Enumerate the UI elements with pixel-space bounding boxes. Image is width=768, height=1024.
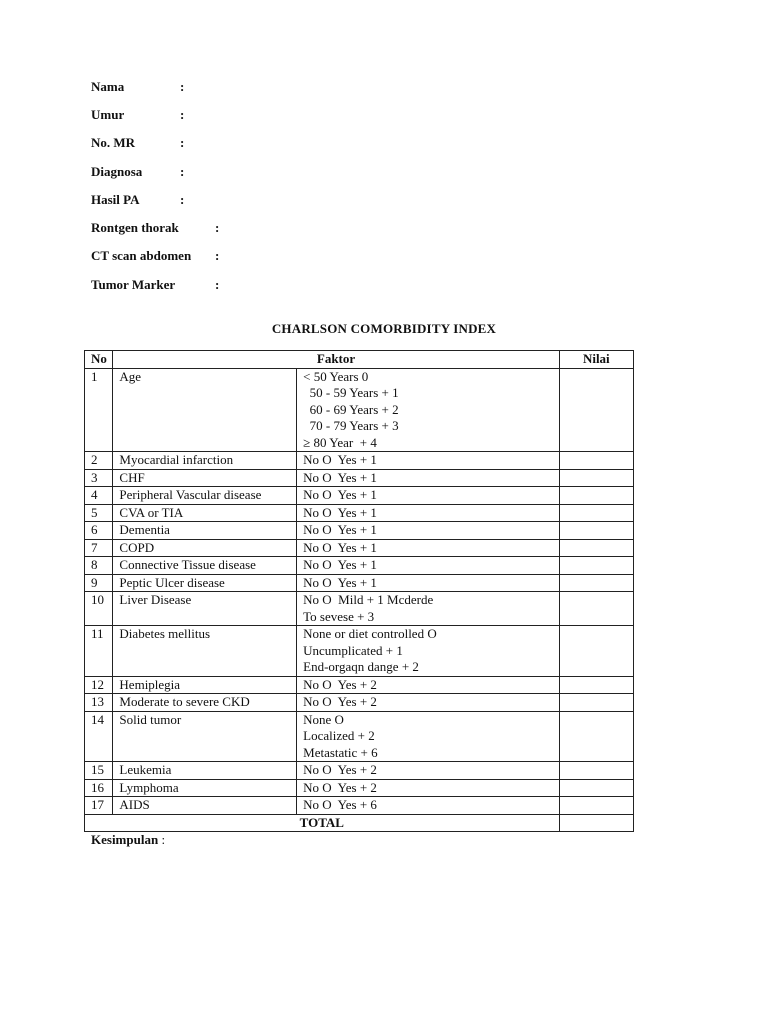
row-nilai-cell[interactable] [559, 762, 633, 780]
total-value-cell[interactable] [559, 814, 633, 832]
option-line: No O Yes + 1 [303, 522, 377, 537]
option-line: 50 - 59 Years + 1 [303, 385, 399, 400]
conclusion-colon: : [161, 832, 166, 847]
option-line: None O [303, 711, 344, 727]
option-line: End-orgaqn dange + 2 [303, 659, 419, 674]
field-no-mr-colon: : [180, 135, 185, 150]
row-nilai-cell[interactable] [559, 626, 633, 677]
row-factor: CVA or TIA [113, 504, 297, 522]
table-row [85, 797, 634, 815]
option-line: No O Yes + 1 [303, 487, 377, 502]
row-number: 17 [85, 797, 113, 815]
row-nilai-cell[interactable] [559, 574, 633, 592]
table-row [85, 504, 634, 522]
table-row [85, 557, 634, 575]
header-no: No [85, 351, 113, 369]
table-row [85, 779, 634, 797]
row-options [297, 711, 559, 762]
option-line: No O Yes + 1 [303, 504, 377, 520]
row-nilai-cell[interactable] [559, 504, 633, 522]
row-factor: Dementia [113, 522, 297, 540]
row-options [297, 694, 559, 712]
row-number: 11 [85, 626, 113, 677]
row-options [297, 574, 559, 592]
row-number: 2 [85, 452, 113, 470]
row-number: 9 [85, 574, 113, 592]
field-ct-scan-colon: : [215, 248, 220, 263]
option-line: No O Yes + 1 [303, 469, 377, 485]
field-nama-label: Nama [91, 79, 125, 94]
field-rontgen-thorak-label: Rontgen thorak [91, 220, 179, 235]
field-tumor-marker-label: Tumor Marker [91, 277, 176, 292]
field-nama-colon: : [180, 79, 185, 94]
option-line: No O Yes + 6 [303, 797, 377, 812]
field-umur-colon: : [180, 107, 185, 122]
option-line: Localized + 2 [303, 728, 375, 743]
option-line: 70 - 79 Years + 3 [303, 418, 399, 433]
row-options [297, 557, 559, 575]
conclusion [91, 832, 165, 848]
row-number: 14 [85, 711, 113, 762]
row-number: 10 [85, 592, 113, 626]
comorbidity-table [84, 350, 634, 832]
row-nilai-cell[interactable] [559, 469, 633, 487]
table-row [85, 711, 634, 762]
row-number: 4 [85, 487, 113, 505]
row-number: 12 [85, 676, 113, 694]
row-nilai-cell[interactable] [559, 522, 633, 540]
row-number: 5 [85, 504, 113, 522]
row-options [297, 676, 559, 694]
row-number: 16 [85, 779, 113, 797]
table-row [85, 626, 634, 677]
option-line: ≥ 80 Year + 4 [303, 434, 377, 450]
row-nilai-cell[interactable] [559, 557, 633, 575]
row-nilai-cell[interactable] [559, 779, 633, 797]
row-factor: COPD [113, 539, 297, 557]
row-number: 7 [85, 539, 113, 557]
field-rontgen-thorak-colon: : [215, 220, 220, 235]
table-row [85, 762, 634, 780]
row-number: 6 [85, 522, 113, 540]
row-factor: CHF [113, 469, 297, 487]
option-line: No O Yes + 1 [303, 539, 377, 555]
row-options [297, 762, 559, 780]
row-nilai-cell[interactable] [559, 539, 633, 557]
field-tumor-marker-colon: : [215, 277, 220, 292]
row-options [297, 452, 559, 470]
row-number: 3 [85, 469, 113, 487]
row-factor: Leukemia [113, 762, 297, 780]
row-nilai-cell[interactable] [559, 592, 633, 626]
row-factor: Diabetes mellitus [113, 626, 297, 677]
row-factor: Peripheral Vascular disease [113, 487, 297, 505]
table-row [85, 452, 634, 470]
option-line: No O Yes + 1 [303, 557, 377, 572]
row-nilai-cell[interactable] [559, 694, 633, 712]
option-line: No O Yes + 2 [303, 694, 377, 709]
row-factor: Connective Tissue disease [113, 557, 297, 575]
row-options [297, 797, 559, 815]
conclusion-label: Kesimpulan [91, 832, 159, 847]
row-options [297, 592, 559, 626]
option-line: No O Yes + 1 [303, 574, 377, 590]
header-nilai: Nilai [559, 351, 633, 369]
table-row [85, 522, 634, 540]
row-options [297, 522, 559, 540]
table-row [85, 487, 634, 505]
row-factor: Liver Disease [113, 592, 297, 626]
table-row [85, 368, 634, 452]
table-header-row [85, 351, 634, 369]
field-hasil-pa-colon: : [180, 192, 185, 207]
option-line: 60 - 69 Years + 2 [303, 401, 399, 417]
row-options [297, 539, 559, 557]
row-number: 15 [85, 762, 113, 780]
row-nilai-cell[interactable] [559, 676, 633, 694]
row-options [297, 626, 559, 677]
table-row [85, 539, 634, 557]
field-no-mr-label: No. MR [91, 135, 136, 150]
row-number: 8 [85, 557, 113, 575]
row-nilai-cell[interactable] [559, 797, 633, 815]
row-nilai-cell[interactable] [559, 487, 633, 505]
row-options [297, 368, 559, 452]
page-title: CHARLSON COMORBIDITY INDEX [271, 321, 497, 336]
row-factor: Moderate to severe CKD [113, 694, 297, 712]
row-options [297, 779, 559, 797]
total-label: TOTAL [85, 814, 560, 832]
field-ct-scan-label: CT scan abdomen [91, 248, 192, 263]
row-factor: Age [113, 368, 297, 452]
row-nilai-cell[interactable] [559, 452, 633, 470]
option-line: No O Yes + 1 [303, 452, 377, 467]
row-factor: Myocardial infarction [113, 452, 297, 470]
row-factor: AIDS [113, 797, 297, 815]
option-line: Metastatic + 6 [303, 744, 378, 760]
row-factor: Lymphoma [113, 779, 297, 797]
row-options [297, 504, 559, 522]
option-line: No O Yes + 2 [303, 779, 377, 795]
table-row [85, 694, 634, 712]
option-line: None or diet controlled O [303, 626, 437, 641]
row-number: 1 [85, 368, 113, 452]
option-line: No O Yes + 2 [303, 676, 377, 692]
row-factor: Peptic Ulcer disease [113, 574, 297, 592]
option-line: Uncumplicated + 1 [303, 642, 403, 658]
row-factor: Hemiplegia [113, 676, 297, 694]
table-row [85, 574, 634, 592]
field-hasil-pa-label: Hasil PA [91, 192, 140, 207]
total-row [85, 814, 634, 832]
header-faktor: Faktor [113, 351, 559, 369]
row-nilai-cell[interactable] [559, 711, 633, 762]
field-diagnosa-label: Diagnosa [91, 164, 143, 179]
field-diagnosa-colon: : [180, 164, 185, 179]
row-options [297, 487, 559, 505]
option-line: < 50 Years 0 [303, 368, 369, 384]
option-line: No O Mild + 1 Mcderde [303, 592, 434, 607]
row-factor: Solid tumor [113, 711, 297, 762]
row-options [297, 469, 559, 487]
row-number: 13 [85, 694, 113, 712]
field-umur-label: Umur [91, 107, 125, 122]
option-line: No O Yes + 2 [303, 762, 377, 777]
option-line: To sevese + 3 [303, 608, 375, 624]
row-nilai-cell[interactable] [559, 368, 633, 452]
table-row [85, 676, 634, 694]
table-row [85, 469, 634, 487]
table-row [85, 592, 634, 626]
